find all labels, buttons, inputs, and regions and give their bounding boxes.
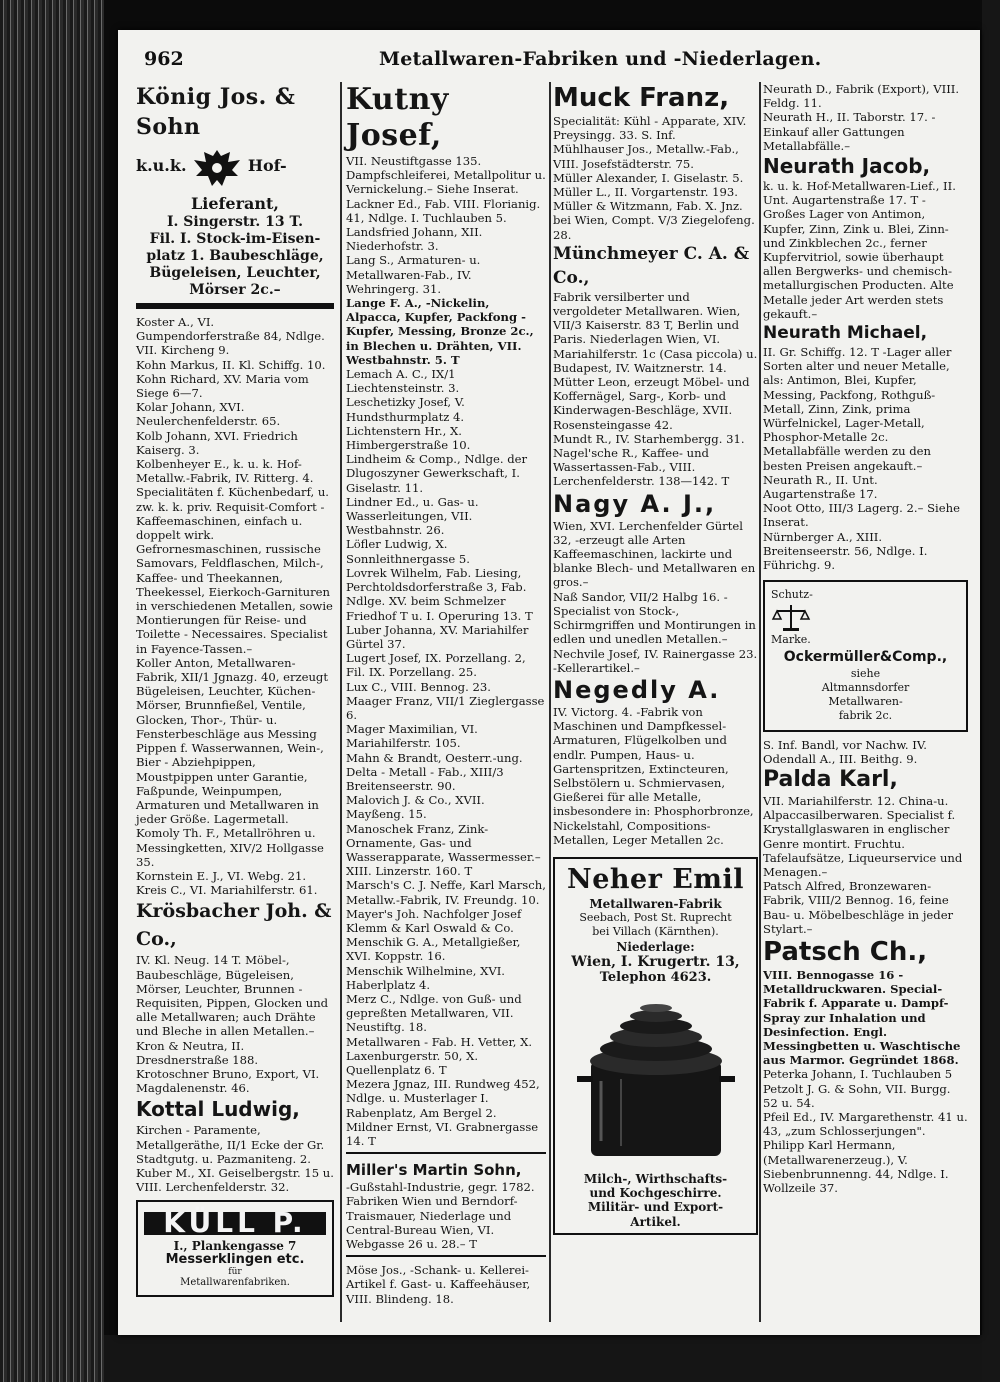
directory-page (118, 30, 980, 1335)
ad-koenig-lieferant: Lieferant, (191, 194, 279, 213)
ad-koenig-addr: platz 1. Baubeschläge, (146, 248, 324, 264)
entry: Naß Sandor, VII/2 Halbg 16. -Specialist von Stock-, Schirmgriffen und Montirungen in edlen und unedlen Metallen.– (553, 589, 756, 647)
ad-negedly-text: IV. Victorg. 4. -Fabrik von Maschinen und Dampfkessel-Armaturen, Flügelkolben und endlr. Pumpen, Haus- u. Gartenspritzen, Extincteuren, Selbstölern u. Schmiervasen, Gießerei für alle Metalle, insbesondere in: Phosphorbronze, Nickelstahl, Compositions-Metallen, Leger Metallen 2c. (553, 704, 754, 847)
entry: Kolar Johann, XVI. Neulerchenfelderstr. 65. (136, 400, 281, 429)
entry: Mezera Jgnaz, III. Rundweg 452, Ndlge. u. Musterlager I. Rabenplatz, Am Bergel 2. (346, 1077, 540, 1120)
ad-nagy-text: Wien, XVI. Lerchenfelder Gürtel 32, -erzeugt alle Arten Kaffeemaschinen, lackirte und blanke Blech- und Metallwaren en gros.– (553, 518, 756, 590)
entry: Lux C., VIII. Bennog. 23. (346, 679, 491, 694)
entry: Lovrek Wilhelm, Fab. Liesing, Perchtoldsdorferstraße 3, Fab. Ndlge. XV. beim Schmelzer Friedhof T u. I. Operuring 13. T (346, 565, 533, 623)
entry: Koster A., VI. Gumpendorferstraße 84, Ndlge. VII. Kircheng 9. (136, 315, 325, 358)
entry: Kron & Neutra, II. Dresdnerstraße 188. (136, 1038, 259, 1067)
entry: Lugert Josef, IX. Porzellang. 2, Fil. IX. Porzellang. 25. (346, 651, 526, 680)
column-rule (340, 82, 342, 1322)
ad-kuell-name: KÜLL P. (144, 1212, 326, 1234)
ad-patsch-name: Patsch Ch., (763, 936, 928, 967)
ad-koenig-name: König Jos. & Sohn (136, 84, 296, 140)
entry: Mayer's Joh. Nachfolger Josef Klemm & Karl Oswald & Co. (346, 906, 522, 935)
ad-ock-line: siehe (850, 666, 881, 680)
entry: Löfler Ludwig, X. Sonnleithnergasse 5. (346, 537, 470, 566)
ad-kottal-text: Kirchen - Paramente, Metallgeräthe, II/1 Ecke der Gr. Stadtgutg. u. Pazmaniteng. 2. (136, 1123, 325, 1166)
ad-koenig-hof: Hof- (247, 156, 287, 175)
column-rule (549, 82, 551, 1322)
ad-miller-name: Miller's Martin Sohn, (346, 1161, 522, 1180)
entry: Nagel'sche R., Kaffee- und Wassertassen-Fab., VIII. Lerchenfelderstr. 138—142. T (553, 446, 730, 489)
ad-kuell-fuer: für (228, 1266, 242, 1277)
entry: Lindheim & Comp., Ndlge. der Dlugoszyner Gewerkschaft, I. Giselastr. 11. (346, 452, 528, 495)
ad-kuell-product: Messerklingen etc. (165, 1251, 305, 1267)
ad-ockermueller (763, 580, 968, 731)
ad-neher (553, 857, 758, 1235)
background-right (982, 0, 1000, 1382)
ad-kroesbacher-name: Krösbacher Joh. & Co., (136, 900, 332, 951)
column-1 (136, 82, 334, 1303)
entry: Mütter Leon, erzeugt Möbel- und Koffernägel, Sarg-, Korb- und Kinderwagen-Beschläge, XVII. Rosensteingasse 42. (553, 375, 750, 432)
entry: Müller Alexander, I. Giselastr. 5. (553, 170, 744, 185)
ad-neher-line: Wien, I. Krugertr. 13, (571, 953, 740, 970)
ad-neher-line: bei Villach (Kärnthen). (592, 925, 719, 939)
entry: Müller & Witzmann, Fab. X. Jnz. bei Wien, Compt. V/3 Ziegelofeng. 28. (553, 199, 755, 242)
ad-neher-line: Telephon 4623. (599, 969, 712, 985)
column-3 (553, 82, 758, 1241)
entry: Leschetizky Josef, V. Hundsthurmplatz 4. (346, 395, 465, 424)
column-2 (346, 82, 546, 1306)
entry: Manoschek Franz, Zink-Ornamente, Gas- und Wasserapparate, Wassermesser.– XIII. Linzerstr. 160. T (346, 821, 541, 879)
entry: Krotoschner Bruno, Export, VI. Magdalenenstr. 46. (136, 1066, 320, 1096)
running-title: Metallwaren-Fabriken und -Niederlagen. (379, 48, 822, 70)
entry: Menschik Wilhelmine, XVI. Haberlplatz 4. (346, 963, 505, 992)
eagle-crest-icon (190, 146, 244, 190)
entry: Metallwaren - Fab. H. Vetter, X. Laxenburgerstr. 50, X. Quellenplatz 6. T (346, 1034, 533, 1077)
ad-kuell-target: Metallwarenfabriken. (180, 1276, 290, 1288)
scales-trademark-icon (771, 603, 811, 633)
ad-koenig-addr: Mörser 2c.– (189, 282, 281, 298)
page-number: 962 (144, 48, 184, 70)
entry: Kuber M., XI. Geiselbergstr. 15 u. VIII. Lerchenfelderstr. 32. (136, 1165, 334, 1195)
ad-koenig-kuk: k.u.k. (136, 156, 187, 175)
entry: Petzolt J. G. & Sohn, VII. Burgg. 52 u. 54. (763, 1081, 951, 1110)
ad-ock-marke: Marke. (771, 632, 811, 646)
entry: Luber Johanna, XV. Mariahilfer Gürtel 37. (346, 622, 529, 651)
divider (346, 1255, 546, 1257)
entry: Mühlhauser Jos., Metallw.-Fab., VIII. Josefstädterstr. 75. (553, 142, 739, 171)
ad-neher-name: Neher Emil (567, 863, 744, 895)
ad-ock-name: Ockermüller&Comp., (783, 648, 948, 665)
entry: Kolb Johann, XVI. Friedrich Kaiserg. 3. (136, 428, 298, 457)
entry: Pfeil Ed., IV. Margarethenstr. 41 u. 43, „zum Schlosserjungen". (763, 1109, 968, 1139)
entry: Kreis C., VI. Mariahilferstr. 61. (136, 883, 318, 898)
entry: Neurath H., II. Taborstr. 17. -Einkauf aller Gattungen Metallabfälle.– (763, 110, 936, 153)
divider (346, 1152, 546, 1154)
entry: Lackner Ed., Fab. VIII. Florianig. 41, Ndlge. I. Tuchlauben 5. (346, 196, 541, 225)
ad-kutny-name: Kutny Josef, (346, 82, 449, 153)
entry: S. Inf. Bandl, vor Nachw. IV. (763, 737, 927, 752)
ad-neher-line: Seebach, Post St. Ruprecht (579, 911, 732, 925)
ad-ock-schutz: Schutz- (771, 588, 813, 602)
entry: Neurath R., II. Unt. Augartenstraße 17. (763, 472, 878, 502)
entry: Maager Franz, VII/1 Zieglergasse 6. (346, 693, 545, 722)
ad-ock-line: Metallwaren- (828, 695, 903, 709)
ad-neher-line: Milch-, Wirthschafts- (583, 1171, 728, 1186)
background-bottom (104, 1335, 982, 1382)
entry: Noot Otto, III/3 Lagerg. 2.– Siehe Inserat. (763, 501, 960, 530)
entry: Philipp Karl Hermann, (Metallwarenerzeug.), V. Siebenbrunnenng. 44, Ndlge. I. Wollzeile 37. (763, 1138, 949, 1195)
ad-muenchmeyer-name: Münchmeyer C. A. & Co., (553, 243, 750, 288)
ad-palda-text: VII. Mariahilferstr. 12. China-u. Alpaccasilberwaren. Specialist f. Krystallglaswaren in englischer Genre montirt. Fruchtu. Tafelaufsätze, Liqueurservice und Menagen.– (763, 793, 963, 879)
entry: Müller L., II. Vorgartenstr. 193. (553, 185, 738, 200)
ad-neher-line: Militär- und Export- (587, 1200, 724, 1215)
entry: Nürnberger A., XIII. Breitenseerstr. 56, Ndlge. I. Führichg. 9. (763, 529, 928, 573)
ad-muck-name: Muck Franz, (553, 83, 730, 113)
entry: Lemach A. C., IX/1 Liechtensteinstr. 3. (346, 367, 460, 396)
entry: Merz C., Ndlge. von Guß- und gepreßten Metallwaren, VII. Neustiftg. 18. (346, 991, 522, 1035)
entry: Kolbenheyer E., k. u. k. Hof-Metallw.-Fabrik, IV. Ritterg. 4. Specialitäten f. Küchenbedarf, u. zw. k. k. priv. Requisit-Comfort - Kaffeemaschinen, einfach u. doppelt wirk. Gefrornesmaschinen, russische Samovars, Feldflaschen, Milch-, Kaffee- und Theekannen, Theekessel, Eierkoch-Garnituren in verschiedenen Metallen, sowie Montierungen für Reise- und Toilette - Necessaires. Specialist in Fayence-Tassen.– (136, 457, 333, 656)
ad-kottal-name: Kottal Ludwig, (136, 1097, 300, 1122)
entry: Peterka Johann, I. Tuchlauben 5 (763, 1067, 953, 1082)
divider (136, 303, 334, 309)
entry: Koller Anton, Metallwaren-Fabrik, XII/1 Jgnazg. 40, erzeugt Bügeleisen, Leuchter, Küchen-Mörser, Brunnfießel, Ventile, Glocken, Thor-, Thür- u. Fensterbeschläge aus Messing Pippen f. Wasserwannen, Wein-, Bier - Abziehpippen, Moustpippen unter Garantie, Faßpunde, Weinpumpen, Armaturen und Metallwaren in jeder Größe. Lagermetall. (136, 655, 329, 827)
ad-ock-line: Altmannsdorfer (821, 680, 910, 694)
entry: Kohn Richard, XV. Maria vom Siege 6—7. (136, 371, 309, 401)
ad-kroesbacher-text: IV. Kl. Neug. 14 T. Möbel-, Baubeschläge, Bügeleisen, Mörser, Leuchter, Brunnen - Requisiten, Pippen, Glocken und alle Metallwaren; auch Drähte und Bleche in allen Metallen.– (136, 953, 329, 1039)
ad-neher-line: Metallwaren-Fabrik (589, 896, 722, 911)
ad-miller-text: -Gußstahl-Industrie, gegr. 1782. Fabriken Wien und Berndorf-Traismauer, Niederlage und Central-Bureau Wien, VI. Webgasse 26 u. 28.– T (346, 1180, 535, 1252)
ad-koenig-crest (136, 146, 334, 190)
entry: Mundt R., IV. Starhembergg. 31. (553, 431, 745, 446)
ad-muenchmeyer-text: Fabrik versilberter und vergoldeter Metallwaren. Wien, VII/3 Kaiserstr. 83 T, Berlin und Paris. Niederlagen Wien, VI. Mariahilferstr. 1c (Casa piccola) u. Budapest, IV. Waitznerstr. 14. (553, 289, 758, 375)
entry: Mahn & Brandt, Oesterr.-ung. Delta - Metall - Fab., XIII/3 Breitenseerstr. 90. (346, 750, 523, 793)
entry: Lang S., Armaturen- u. Metallwaren-Fab., IV. Wehringerg. 31. (346, 253, 481, 296)
entry: Menschik G. A., Metallgießer, XVI. Koppstr. 16. (346, 935, 521, 964)
ad-koenig-addr: Fil. I. Stock-im-Eisen- (149, 231, 321, 247)
ad-ock-line: fabrik 2c. (838, 709, 893, 723)
entry: Landsfried Johann, XII. Niederhofstr. 3. (346, 225, 483, 254)
entry: Marsch's C. J. Neffe, Karl Marsch, Metallw.-Fabrik, IV. Freundg. 10. (346, 878, 546, 907)
ad-neher-line: und Kochgeschirre. (589, 1186, 722, 1201)
cookware-stack-illustration (571, 991, 741, 1166)
ad-negedly-name: Negedly A. (553, 675, 721, 704)
ad-patsch-text: VIII. Bennogasse 16 -Metalldruckwaren. Special-Fabrik f. Apparate u. Dampf-Spray zur Inhalation und Desinfection. Engl. Messingbetten u. Waschtische aus Marmor. Gegründet 1868. (763, 967, 961, 1068)
column-rule (759, 82, 761, 1322)
ad-neurath-michael-name: Neurath Michael, (763, 323, 928, 344)
entry: Neurath D., Fabrik (Export), VIII. Feldg. 11. (763, 82, 960, 111)
entry: Lindner Ed., u. Gas- u. Wasserleitungen, VII. Westbahnstr. 26. (346, 494, 479, 538)
entry: Möse Jos., -Schank- u. Kellerei-Artikel f. Gast- u. Kaffeehäuser, VIII. Blindeng. 18. (346, 1263, 531, 1306)
entry: Kornstein E. J., VI. Webg. 21. (136, 868, 307, 883)
ad-neurath-jacob-text: k. u. k. Hof-Metallwaren-Lief., II. Unt. Augartenstraße 17. T -Großes Lager von Antimon, Kupfer, Zinn, Zink u. Blei, Zinn- und Zinkblechen 2c., ferner Kupfervitriol, sowie überhaupt allen Bergwerks- und chemisch-metallurgischen Producten. Alte Metalle jeder Art werden stets gekauft.– (763, 179, 956, 321)
entry: Lange F. A., -Nickelin, Alpacca, Kupfer, Packfong - Kupfer, Messing, Bronze 2c., in Blechen u. Drähten, VII. Westbahnstr. 5. T (346, 296, 534, 367)
ad-kuell-addr: I., Plankengasse 7 (173, 1238, 297, 1253)
ad-koenig-addr: I. Singerstr. 13 T. (166, 214, 303, 230)
entry: Mildner Ernst, VI. Grabnergasse 14. T (346, 1119, 539, 1149)
ad-neurath-jacob-name: Neurath Jacob, (763, 154, 931, 179)
entry: Kohn Markus, II. Kl. Schiffg. 10. (136, 357, 326, 372)
page-header (144, 48, 964, 78)
entry: VII. Neustiftgasse 135. Dampfschleiferei, Metallpolitur u. Vernickelung.– Siehe Inserat. (346, 154, 546, 197)
ad-neurath-michael-text: II. Gr. Schiffg. 12. T -Lager aller Sorten alter und neuer Metalle, als: Antimon, Blei, Kupfer, Messing, Packfong, Rothguß-Metall, Zinn, Zink, prima Würfelnickel, Lager-Metall, Phosphor-Metalle 2c. Metallabfälle werden zu den besten Preisen angekauft.– (763, 345, 952, 473)
ad-palda-name: Palda Karl, (763, 766, 898, 792)
ad-nagy-name: Nagy A. J., (553, 489, 717, 518)
book-edge (0, 0, 104, 1382)
ad-kuell (136, 1200, 334, 1297)
entry: Nechvile Josef, IV. Rainergasse 23. -Kellerartikel.– (553, 646, 758, 675)
ad-neher-line: Niederlage: (616, 939, 695, 954)
entry: Mager Maximilian, VI. Mariahilferstr. 105. (346, 722, 478, 751)
entry: Lichtenstern Hr., X. Himbergerstraße 10. (346, 423, 471, 453)
entry: Odendall A., III. Beithg. 9. (763, 751, 918, 766)
entry: Patsch Alfred, Bronzewaren-Fabrik, VIII/2 Bennog. 16, feine Bau- u. Möbelbeschläge in jeder Stylart.– (763, 879, 954, 936)
entry: Malovich J. & Co., XVII. Mayßeng. 15. (346, 793, 485, 822)
entry: Komoly Th. F., Metallröhren u. Messingketten, XIV/2 Hollgasse 35. (136, 826, 324, 869)
ad-koenig-addr: Bügeleisen, Leuchter, (149, 265, 321, 281)
column-4 (763, 82, 968, 1195)
entry: Specialität: Kühl - Apparate, XIV. Preysingg. 33. S. Inf. (553, 114, 747, 143)
ad-neher-line: Artikel. (630, 1214, 681, 1229)
